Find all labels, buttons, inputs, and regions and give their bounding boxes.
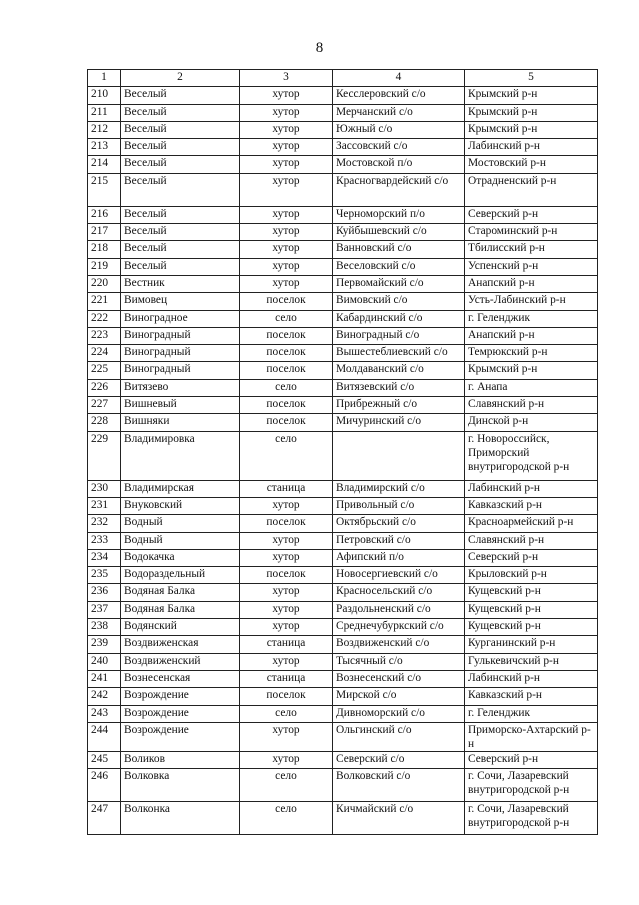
table-row: [88, 310, 598, 327]
district-name: Крымский р-н: [465, 87, 598, 104]
council-name: Привольный с/о: [333, 497, 465, 514]
settlement-name: Виноградное: [121, 310, 240, 327]
council-name: Молдаванский с/о: [333, 362, 465, 379]
settlement-name: Воздвиженский: [121, 653, 240, 670]
council-name: Красногвардейский с/о: [333, 173, 465, 206]
settlements-table: [87, 69, 598, 835]
council-name: Петровский с/о: [333, 532, 465, 549]
settlement-type: поселок: [240, 327, 333, 344]
table-row: [88, 653, 598, 670]
council-name: Раздольненский с/о: [333, 601, 465, 618]
council-name: Северский с/о: [333, 751, 465, 768]
table-row: [88, 601, 598, 618]
settlement-name: Водяная Балка: [121, 584, 240, 601]
settlement-type: поселок: [240, 397, 333, 414]
settlement-type: поселок: [240, 293, 333, 310]
district-name: Северский р-н: [465, 549, 598, 566]
row-number: 239: [88, 636, 121, 653]
district-name: Анапский р-н: [465, 327, 598, 344]
row-number: 241: [88, 670, 121, 687]
settlement-name: Водный: [121, 532, 240, 549]
table-row: [88, 705, 598, 722]
council-name: [333, 431, 465, 480]
table-row: [88, 567, 598, 584]
table-row: [88, 345, 598, 362]
settlement-name: Водянский: [121, 619, 240, 636]
council-name: Кичмайский с/о: [333, 802, 465, 835]
settlement-name: Вестник: [121, 275, 240, 292]
district-name: Курганинский р-н: [465, 636, 598, 653]
row-number: 236: [88, 584, 121, 601]
district-name: Отрадненский р-н: [465, 173, 598, 206]
council-name: Кесслеровский с/о: [333, 87, 465, 104]
district-name: Кавказский р-н: [465, 497, 598, 514]
row-number: 215: [88, 173, 121, 206]
settlement-type: хутор: [240, 722, 333, 751]
settlement-name: Возрождение: [121, 705, 240, 722]
table-row: [88, 688, 598, 705]
district-name: Усть-Лабинский р-н: [465, 293, 598, 310]
settlement-type: хутор: [240, 241, 333, 258]
table-row: [88, 532, 598, 549]
district-name: г. Сочи, Лазаревский внутригородской р-н: [465, 802, 598, 835]
settlement-name: Владимирская: [121, 480, 240, 497]
settlement-type: поселок: [240, 515, 333, 532]
row-number: 247: [88, 802, 121, 835]
district-name: Успенский р-н: [465, 258, 598, 275]
district-name: Красноармейский р-н: [465, 515, 598, 532]
table-row: [88, 206, 598, 223]
table-row: [88, 156, 598, 173]
table-row: [88, 139, 598, 156]
district-name: Староминский р-н: [465, 224, 598, 241]
council-name: Мерчанский с/о: [333, 104, 465, 121]
settlement-type: станица: [240, 636, 333, 653]
settlement-name: Водокачка: [121, 549, 240, 566]
settlement-name: Веселый: [121, 258, 240, 275]
settlement-name: Веселый: [121, 224, 240, 241]
district-name: Крымский р-н: [465, 362, 598, 379]
table-row: [88, 275, 598, 292]
settlement-type: хутор: [240, 224, 333, 241]
district-name: Анапский р-н: [465, 275, 598, 292]
settlement-name: Водный: [121, 515, 240, 532]
row-number: 243: [88, 705, 121, 722]
settlement-type: поселок: [240, 688, 333, 705]
council-name: Воздвиженский с/о: [333, 636, 465, 653]
district-name: Лабинский р-н: [465, 139, 598, 156]
row-number: 222: [88, 310, 121, 327]
table-row: [88, 258, 598, 275]
council-name: Виноградный с/о: [333, 327, 465, 344]
table-row: [88, 379, 598, 396]
council-name: Октябрьский с/о: [333, 515, 465, 532]
council-name: Тысячный с/о: [333, 653, 465, 670]
table-body: [88, 70, 598, 835]
row-number: 211: [88, 104, 121, 121]
council-name: Волковский с/о: [333, 769, 465, 802]
table-row: [88, 515, 598, 532]
column-header: 5: [465, 70, 598, 87]
row-number: 214: [88, 156, 121, 173]
settlement-type: хутор: [240, 532, 333, 549]
council-name: Новосергиевский с/о: [333, 567, 465, 584]
table-row: [88, 802, 598, 835]
settlement-name: Волконка: [121, 802, 240, 835]
settlement-name: Возрождение: [121, 688, 240, 705]
council-name: Южный с/о: [333, 121, 465, 138]
district-name: г. Анапа: [465, 379, 598, 396]
district-name: Лабинский р-н: [465, 480, 598, 497]
settlement-type: село: [240, 769, 333, 802]
district-name: Тбилисский р-н: [465, 241, 598, 258]
settlement-type: хутор: [240, 751, 333, 768]
council-name: Витязевский с/о: [333, 379, 465, 396]
settlement-name: Веселый: [121, 121, 240, 138]
table-row: [88, 293, 598, 310]
council-name: Владимирский с/о: [333, 480, 465, 497]
council-name: Первомайский с/о: [333, 275, 465, 292]
row-number: 224: [88, 345, 121, 362]
settlement-type: село: [240, 379, 333, 396]
settlement-type: село: [240, 431, 333, 480]
settlement-type: станица: [240, 480, 333, 497]
table-row: [88, 241, 598, 258]
row-number: 225: [88, 362, 121, 379]
row-number: 232: [88, 515, 121, 532]
settlement-name: Возрождение: [121, 722, 240, 751]
settlement-name: Веселый: [121, 206, 240, 223]
table-row: [88, 431, 598, 480]
council-name: Вимовский с/о: [333, 293, 465, 310]
settlement-name: Внуковский: [121, 497, 240, 514]
table-row: [88, 397, 598, 414]
district-name: г. Сочи, Лазаревский внутригородской р-н: [465, 769, 598, 802]
row-number: 233: [88, 532, 121, 549]
council-name: Среднечубуркский с/о: [333, 619, 465, 636]
council-name: Ольгинский с/о: [333, 722, 465, 751]
district-name: Кавказский р-н: [465, 688, 598, 705]
table-row: [88, 670, 598, 687]
row-number: 216: [88, 206, 121, 223]
table-row: [88, 636, 598, 653]
district-name: Приморско-Ахтарский р-н: [465, 722, 598, 751]
council-name: Веселовский с/о: [333, 258, 465, 275]
settlement-type: хутор: [240, 206, 333, 223]
row-number: 223: [88, 327, 121, 344]
settlement-name: Водяная Балка: [121, 601, 240, 618]
council-name: Афипский п/о: [333, 549, 465, 566]
district-name: Динской р-н: [465, 414, 598, 431]
row-number: 217: [88, 224, 121, 241]
settlement-type: хутор: [240, 258, 333, 275]
row-number: 244: [88, 722, 121, 751]
table-header-row: [88, 70, 598, 87]
district-name: Лабинский р-н: [465, 670, 598, 687]
table-row: [88, 619, 598, 636]
settlement-name: Виноградный: [121, 327, 240, 344]
settlement-type: поселок: [240, 345, 333, 362]
row-number: 228: [88, 414, 121, 431]
table-row: [88, 722, 598, 751]
settlement-name: Веселый: [121, 173, 240, 206]
settlement-name: Водораздельный: [121, 567, 240, 584]
settlement-name: Веселый: [121, 241, 240, 258]
council-name: Черноморский п/о: [333, 206, 465, 223]
settlement-type: хутор: [240, 619, 333, 636]
table-row: [88, 327, 598, 344]
settlement-name: Вимовец: [121, 293, 240, 310]
row-number: 210: [88, 87, 121, 104]
column-header: 2: [121, 70, 240, 87]
settlement-name: Виноградный: [121, 362, 240, 379]
settlement-name: Вишневый: [121, 397, 240, 414]
table-row: [88, 121, 598, 138]
settlement-type: хутор: [240, 87, 333, 104]
row-number: 221: [88, 293, 121, 310]
table-row: [88, 87, 598, 104]
table-row: [88, 362, 598, 379]
settlement-name: Веселый: [121, 139, 240, 156]
row-number: 229: [88, 431, 121, 480]
table-row: [88, 224, 598, 241]
district-name: Крымский р-н: [465, 121, 598, 138]
district-name: Мостовский р-н: [465, 156, 598, 173]
settlement-type: хутор: [240, 653, 333, 670]
settlement-name: Веселый: [121, 104, 240, 121]
council-name: Дивноморский с/о: [333, 705, 465, 722]
row-number: 237: [88, 601, 121, 618]
settlement-type: хутор: [240, 497, 333, 514]
district-name: Северский р-н: [465, 206, 598, 223]
row-number: 212: [88, 121, 121, 138]
table-row: [88, 584, 598, 601]
settlement-type: поселок: [240, 567, 333, 584]
settlement-name: Вишняки: [121, 414, 240, 431]
row-number: 242: [88, 688, 121, 705]
settlement-name: Воздвиженская: [121, 636, 240, 653]
council-name: Мичуринский с/о: [333, 414, 465, 431]
row-number: 235: [88, 567, 121, 584]
council-name: Мирской с/о: [333, 688, 465, 705]
district-name: Кущевский р-н: [465, 619, 598, 636]
council-name: Вознесенский с/о: [333, 670, 465, 687]
council-name: Кабардинский с/о: [333, 310, 465, 327]
table-row: [88, 549, 598, 566]
settlement-name: Воликов: [121, 751, 240, 768]
settlement-type: хутор: [240, 584, 333, 601]
settlement-type: село: [240, 310, 333, 327]
settlement-type: поселок: [240, 362, 333, 379]
council-name: Вышестеблиевский с/о: [333, 345, 465, 362]
district-name: Крымский р-н: [465, 104, 598, 121]
district-name: г. Новороссийск, Приморский внутригородской р-н: [465, 431, 598, 480]
settlement-name: Веселый: [121, 87, 240, 104]
table-row: [88, 769, 598, 802]
settlement-name: Веселый: [121, 156, 240, 173]
council-name: Красносельский с/о: [333, 584, 465, 601]
district-name: Славянский р-н: [465, 532, 598, 549]
row-number: 231: [88, 497, 121, 514]
district-name: г. Геленджик: [465, 705, 598, 722]
district-name: Кущевский р-н: [465, 601, 598, 618]
row-number: 240: [88, 653, 121, 670]
settlement-type: хутор: [240, 173, 333, 206]
settlement-name: Витязево: [121, 379, 240, 396]
settlement-type: хутор: [240, 156, 333, 173]
row-number: 218: [88, 241, 121, 258]
council-name: Зассовский с/о: [333, 139, 465, 156]
column-header: 3: [240, 70, 333, 87]
row-number: 230: [88, 480, 121, 497]
district-name: г. Геленджик: [465, 310, 598, 327]
settlement-name: Вознесенская: [121, 670, 240, 687]
settlement-type: хутор: [240, 275, 333, 292]
district-name: Гулькевичский р-н: [465, 653, 598, 670]
settlement-type: хутор: [240, 121, 333, 138]
row-number: 213: [88, 139, 121, 156]
council-name: Прибрежный с/о: [333, 397, 465, 414]
column-header: 1: [88, 70, 121, 87]
council-name: Ванновский с/о: [333, 241, 465, 258]
column-header: 4: [333, 70, 465, 87]
table-row: [88, 480, 598, 497]
page-number: 8: [315, 40, 324, 56]
settlement-type: село: [240, 802, 333, 835]
council-name: Куйбышевский с/о: [333, 224, 465, 241]
row-number: 234: [88, 549, 121, 566]
row-number: 220: [88, 275, 121, 292]
settlement-type: хутор: [240, 549, 333, 566]
settlement-type: село: [240, 705, 333, 722]
table-row: [88, 497, 598, 514]
settlement-type: поселок: [240, 414, 333, 431]
district-name: Северский р-н: [465, 751, 598, 768]
row-number: 219: [88, 258, 121, 275]
settlement-name: Владимировка: [121, 431, 240, 480]
table-row: [88, 414, 598, 431]
district-name: Крыловский р-н: [465, 567, 598, 584]
district-name: Кущевский р-н: [465, 584, 598, 601]
row-number: 238: [88, 619, 121, 636]
table-row: [88, 173, 598, 206]
table-row: [88, 751, 598, 768]
row-number: 246: [88, 769, 121, 802]
council-name: Мостовской п/о: [333, 156, 465, 173]
settlement-type: хутор: [240, 104, 333, 121]
settlement-type: хутор: [240, 139, 333, 156]
row-number: 227: [88, 397, 121, 414]
settlement-name: Волковка: [121, 769, 240, 802]
settlement-name: Виноградный: [121, 345, 240, 362]
row-number: 226: [88, 379, 121, 396]
row-number: 245: [88, 751, 121, 768]
district-name: Темрюкский р-н: [465, 345, 598, 362]
table-row: [88, 104, 598, 121]
district-name: Славянский р-н: [465, 397, 598, 414]
settlement-type: станица: [240, 670, 333, 687]
settlement-type: хутор: [240, 601, 333, 618]
